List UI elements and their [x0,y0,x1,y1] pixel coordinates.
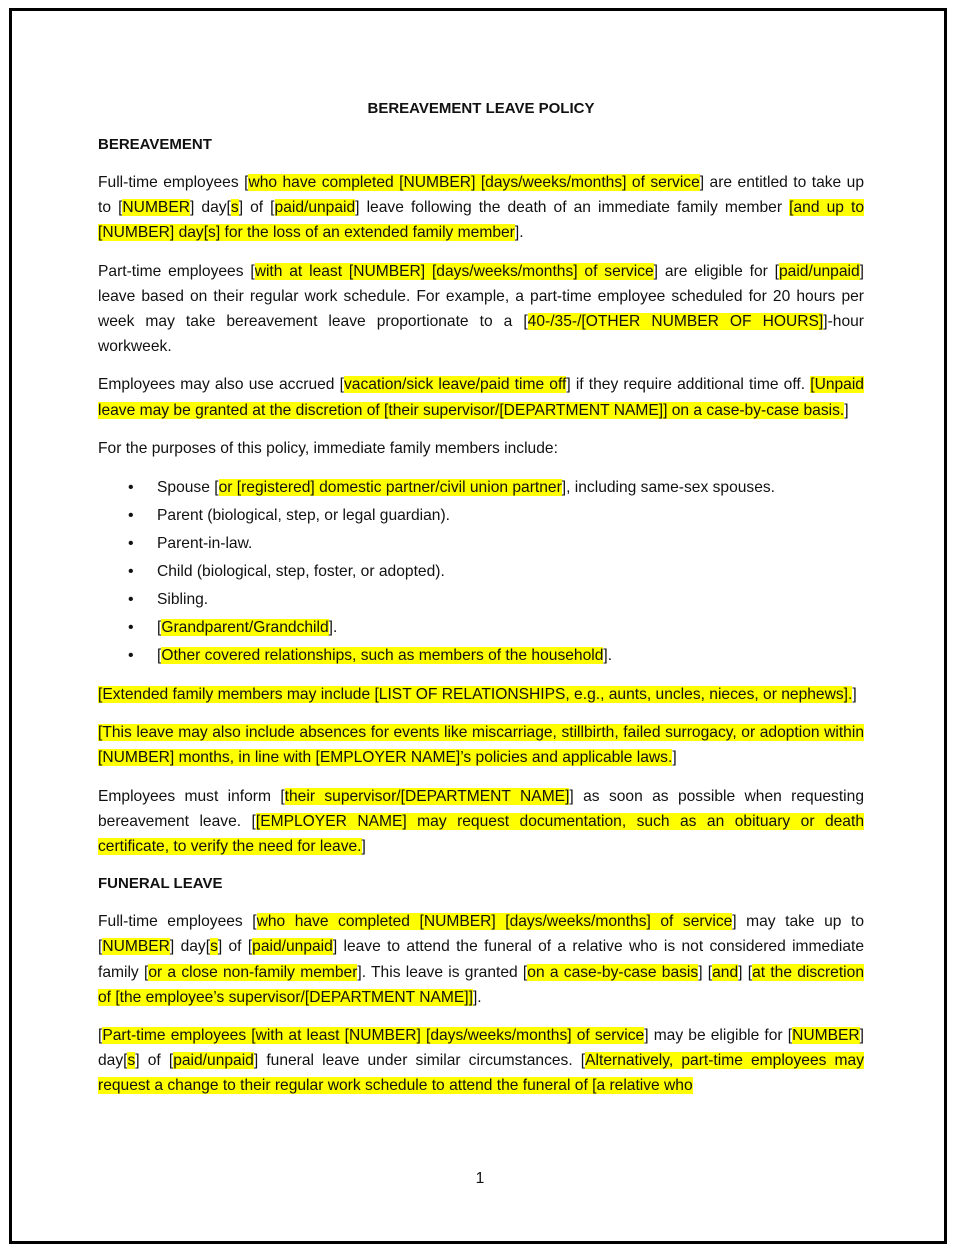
placeholder-highlight: [and up to [NUMBER] day[s] for the loss of an extended family member [98,199,864,242]
list-item [98,530,864,558]
text: ] [361,838,366,856]
placeholder-highlight: NUMBER [102,938,170,956]
placeholder-highlight: at the discretion of [the employee’s supervisor/[DEPARTMENT NAME]] [98,963,864,1006]
text: ] of [ [238,199,275,217]
text: ] day[ [98,1027,864,1070]
text: Full-time employees [ [98,913,257,931]
placeholder-highlight: s [210,938,218,956]
text: ] funeral leave under similar circumstances. [ [253,1052,586,1070]
list-item [98,474,864,502]
placeholder-highlight: [This leave may also include absences for events like miscarriage, stillbirth, failed surrogacy, or adoption within [NUMBER] months, in line with [EMPLOYER NAME]’s policies and applicable laws. [98,724,864,767]
placeholder-highlight: NUMBER [792,1027,860,1045]
list-item [98,502,864,530]
page-number: 1 [475,1170,485,1187]
section-heading-bereavement: BEREAVEMENT [98,136,212,153]
text: ]. [328,619,338,637]
text: Sibling. [157,591,209,609]
text: ] [672,749,677,767]
text: Spouse [ [157,479,219,497]
placeholder-highlight: s [127,1052,136,1070]
paragraph-extended-family [98,682,864,707]
placeholder-highlight: paid/unpaid [173,1052,254,1070]
section-heading-funeral: FUNERAL LEAVE [98,875,223,893]
paragraph-accrued-leave [98,372,864,422]
placeholder-highlight: Other covered relationships, such as members of the household [161,647,604,665]
text: ]. This leave is granted [ [357,963,528,981]
text: ] leave based on their regular work schedule. For example, a part-time employee scheduled for 20 hours per week may take bereavement leave proportionate to a [ [98,262,864,331]
placeholder-highlight: their supervisor/[DEPARTMENT NAME] [284,787,570,805]
text: ] leave following the death of an immediate family member [355,199,790,217]
text: ] day[ [190,199,231,217]
text: ] [844,401,849,419]
placeholder-highlight: with at least [NUMBER] [days/weeks/months] of service [254,262,654,280]
placeholder-highlight: vacation/sick leave/paid time off [343,376,567,394]
placeholder-highlight: [EMPLOYER NAME] may request documentation, such as an obituary or death certificate, to verify the need for leave. [98,812,864,856]
list-item [98,642,864,670]
placeholder-highlight: who have completed [NUMBER] [days/weeks/months] of service [248,174,700,191]
text: Child (biological, step, foster, or adopted). [157,563,445,581]
placeholder-highlight: or a close non-family member [148,963,358,981]
text: Parent (biological, step, or legal guardian). [157,507,450,525]
placeholder-highlight: 40-/35-/[OTHER NUMBER OF HOURS] [527,313,824,331]
text: ]. [514,224,524,242]
text: ] may be eligible for [ [644,1027,793,1045]
text: ] of [ [217,938,253,956]
placeholder-highlight: Part-time employees [with at least [NUMBER] [days/weeks/months] of service [102,1027,645,1045]
list-item [98,614,864,642]
placeholder-highlight: [Extended family members may include [LIST OF RELATIONSHIPS, e.g., aunts, uncles, nieces, or nephews]. [98,686,853,704]
text: ] may take up to [ [98,913,864,956]
text: Part-time employees [ [98,262,255,280]
placeholder-highlight: [Unpaid leave may be granted at the discretion of [their supervisor/[DEPARTMENT NAME]] on a case-by-case basis. [98,376,864,419]
text: ] [ [738,963,753,981]
paragraph-parttime-bereavement [98,259,864,360]
placeholder-highlight: paid/unpaid [252,938,333,956]
text: ] are entitled to take up to [ [98,174,865,217]
text: ]-hour workweek. [98,313,864,356]
text: ] are eligible for [ [653,262,779,280]
document-title: BEREAVEMENT LEAVE POLICY [367,100,595,117]
text: ], including same-sex spouses. [561,479,776,497]
text: ]. [472,988,482,1006]
text: [ [157,619,162,637]
text: ] leave to attend the funeral of a relative who is not considered immediate family [ [98,938,865,981]
text: [ [157,647,162,665]
text: ] day[ [169,938,211,956]
paragraph-other-events [98,720,864,770]
placeholder-highlight: or [registered] domestic partner/civil union partner [218,479,562,497]
text: [ [98,1027,103,1045]
text: Full-time employees [ [98,174,249,191]
paragraph-fulltime-bereavement [98,170,864,246]
text: Employees may also use accrued [ [98,376,344,394]
bullet: • [128,619,134,637]
text: Employees must inform [ [98,787,285,805]
list-item [98,558,864,586]
bullet: • [128,507,134,525]
bullet: • [128,591,134,609]
placeholder-highlight: paid/unpaid [274,199,356,217]
text: ] [852,686,857,704]
paragraph-parttime-funeral [98,1023,864,1099]
placeholder-highlight: on a case-by-case basis [527,963,699,981]
bullet: • [128,647,134,665]
bullet: • [128,563,134,581]
placeholder-highlight: Grandparent/Grandchild [161,619,329,637]
placeholder-highlight: paid/unpaid [779,262,860,280]
document-body [98,98,864,1112]
paragraph-family-intro: For the purposes of this policy, immediate family members include: [98,439,558,457]
placeholder-highlight: and [712,963,739,981]
bullet: • [128,535,134,553]
text: ] of [ [135,1052,174,1070]
text: ]. [603,647,613,665]
bullet: • [128,479,134,497]
placeholder-highlight: Alternatively, part-time employees may request a change to their regular work schedule to attend the funeral of [a relative who [98,1052,864,1095]
family-members-list [98,474,864,670]
text: ] if they require additional time off. [566,376,811,394]
text: ] as soon as possible when requesting bereavement leave. [ [98,787,864,830]
paragraph-fulltime-funeral [98,909,864,1010]
list-item [98,586,864,614]
text: ] [ [698,963,713,981]
placeholder-highlight: NUMBER [122,199,190,217]
text: Parent-in-law. [157,535,253,553]
paragraph-notification [98,784,864,860]
placeholder-highlight: s [230,199,239,217]
placeholder-highlight: who have completed [NUMBER] [days/weeks/months] of service [256,913,733,931]
